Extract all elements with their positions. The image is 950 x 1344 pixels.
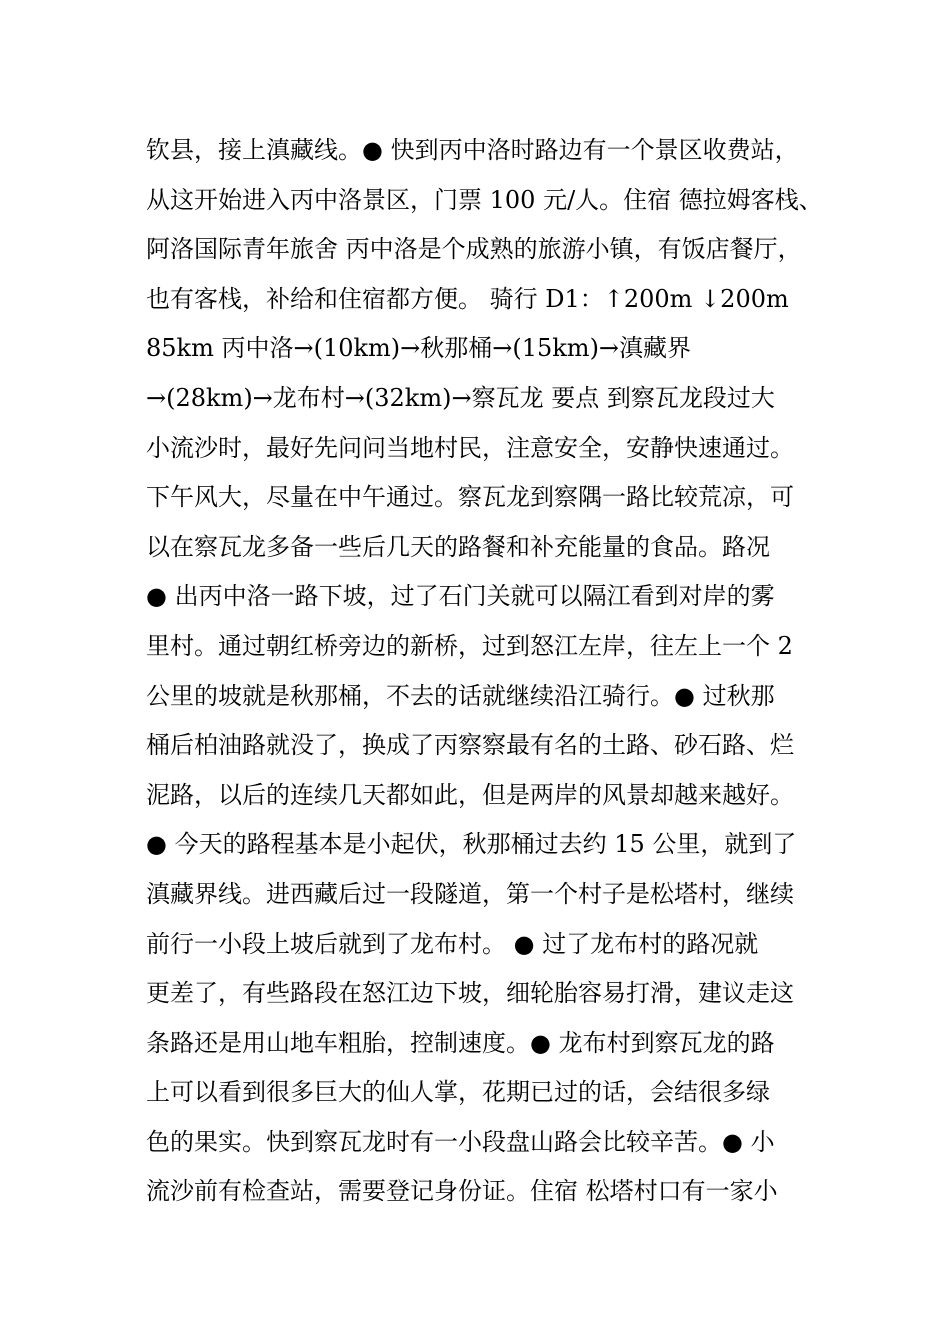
text-line: →(28km)→龙布村→(32km)→察瓦龙 要点 到察瓦龙段过大: [146, 383, 775, 412]
text-line: 条路还是用山地车粗胎，控制速度。● 龙布村到察瓦龙的路: [146, 1028, 775, 1057]
text-line: ● 今天的路程基本是小起伏，秋那桶过去约 15 公里，就到了: [146, 830, 797, 859]
text-line: 阿洛国际青年旅舍 丙中洛是个成熟的旅游小镇，有饭店餐厅，: [146, 235, 802, 264]
text-line: 前行一小段上坡后就到了龙布村。 ● 过了龙布村的路况就: [146, 929, 759, 958]
text-line: 以在察瓦龙多备一些后几天的路餐和补充能量的食品。路况: [146, 532, 770, 561]
text-line: 钦县，接上滇藏线。● 快到丙中洛时路边有一个景区收费站，: [146, 136, 799, 164]
text-line: 也有客栈，补给和住宿都方便。 骑行 D1：↑200m ↓200m: [146, 284, 789, 313]
text-line: 下午风大，尽量在中午通过。察瓦龙到察隅一路比较荒凉，可: [146, 483, 794, 512]
body-text: [146, 126, 826, 1217]
text-line: 滇藏界线。进西藏后过一段隧道，第一个村子是松塔村，继续: [146, 879, 794, 908]
text-line: 85km 丙中洛→(10km)→秋那桶→(15km)→滇藏界: [146, 334, 692, 363]
text-line: 从这开始进入丙中洛景区，门票 100 元/人。住宿 德拉姆客栈、: [146, 185, 823, 214]
text-line: ● 出丙中洛一路下坡，过了石门关就可以隔江看到对岸的雾: [146, 582, 775, 611]
text-line: 桶后柏油路就没了，换成了丙察察最有名的土路、砂石路、烂: [146, 731, 794, 760]
text-line: 流沙前有检查站，需要登记身份证。住宿 松塔村口有一家小: [146, 1177, 778, 1206]
text-line: 更差了，有些路段在怒江边下坡，细轮胎容易打滑，建议走这: [146, 979, 794, 1008]
text-line: 色的果实。快到察瓦龙时有一小段盘山路会比较辛苦。● 小: [146, 1127, 775, 1156]
text-line: 泥路，以后的连续几天都如此，但是两岸的风景却越来越好。: [146, 780, 794, 809]
text-line: 小流沙时，最好先问问当地村民，注意安全，安静快速通过。: [146, 433, 794, 462]
text-line: 里村。通过朝红桥旁边的新桥，过到怒江左岸，往左上一个 2: [146, 631, 793, 660]
text-line: 公里的坡就是秋那桶，不去的话就继续沿江骑行。● 过秋那: [146, 681, 775, 710]
text-line: 上可以看到很多巨大的仙人掌，花期已过的话，会结很多绿: [146, 1078, 770, 1107]
